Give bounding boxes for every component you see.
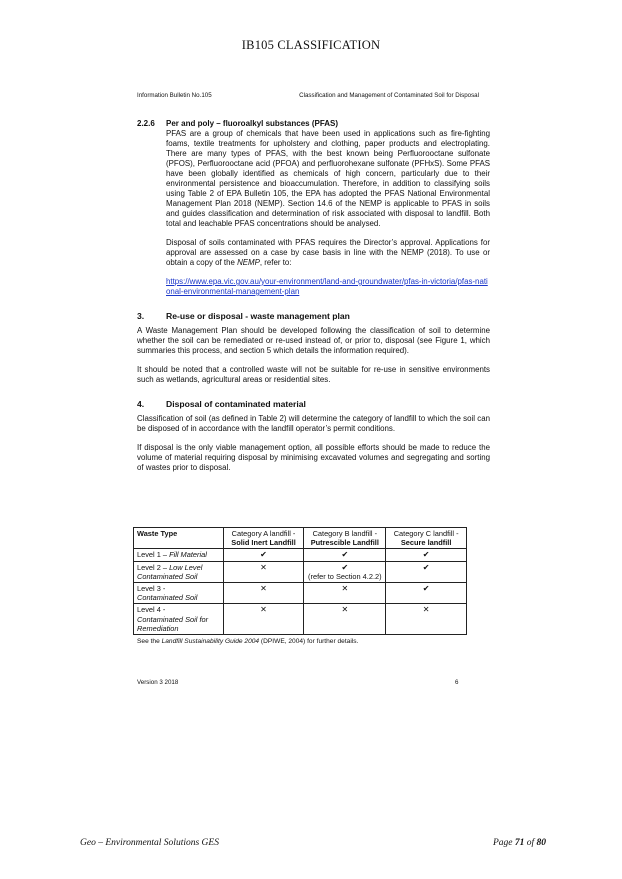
pfas-paragraph-2 — [166, 238, 490, 268]
text-run: Disposal of soils contaminated with PFAS requires the Director’s approval. Applications for approval are assessed on a case by case basis in line with the NEMP (2018). To use or obtain a copy of the — [166, 238, 490, 267]
level-desc: Contaminated Soil for Remediation — [137, 614, 209, 633]
header-category-c — [386, 528, 467, 549]
page-indicator — [493, 838, 546, 848]
header-line-bold: Putrescible Landfill — [310, 538, 379, 548]
pfas-paragraph-1: PFAS are a group of chemicals that have been used in applications such as fire-fighting foams, textile treatments for upholstery and clothing, paper products and electroplating. There are many types of PFAS, with the best known being Perfluorooctane sulfonate (PFOS), Perfluorooctane acid (PFOA) and perfluorohexane sulfonate (PFHxS). Some PFAS have been globally identified as chemicals of high concern, particularly due to their environmental persistence and bioaccumulation. Therefore, in addition to classifying soils using Table 2 of EPA Bulletin 105, the EPA has adopted the PFAS National Environmental Management Plan 2018 (NEMP). Section 14.6 of the NEMP is applicable to PFAS in soils and guides classification and determination of risk associated with disposal to landfill. Both total and leachable PFAS concentrations should be analysed. — [166, 129, 490, 228]
running-footer-page-number: 6 — [455, 679, 459, 686]
waste-type-cell — [134, 561, 224, 582]
header-line: Category C landfill - — [393, 529, 459, 538]
level-label: Level 3 - — [137, 584, 166, 594]
header-line: Category B landfill - — [312, 529, 378, 538]
check-icon: ✔ — [223, 549, 304, 561]
section-3-heading — [137, 311, 490, 321]
check-icon: ✔ — [386, 561, 467, 582]
disposal-paragraph-2: If disposal is the only viable management option, all possible efforts should be made to reduce the volume of material requiring disposal by minimising excavated volumes and segregating and sorting of wastes prior to disposal. — [137, 443, 490, 472]
section-title: Per and poly – fluoroalkyl substances (PFAS) — [166, 119, 339, 128]
text-run: (DPIWE, 2004) for further details. — [259, 638, 359, 645]
running-header-right: Classification and Management of Contaminated Soil for Disposal — [299, 92, 479, 99]
level-desc: Fill Material — [169, 550, 207, 560]
page-current: 71 — [514, 838, 525, 848]
page-of: of — [526, 838, 535, 848]
level-label: Level 1 – — [137, 550, 170, 560]
waste-plan-paragraph-1: A Waste Management Plan should be developed following the classification of soil to determine whether the soil can be remediated or re-used instead of, or prior to, disposal (see Figure 1, which summaries this process, and section 5 which details the information required). — [137, 326, 490, 355]
header-waste-type: Waste Type — [134, 528, 224, 549]
cross-icon: ✕ — [223, 561, 304, 582]
landfill-category-table — [133, 527, 467, 635]
header-line: Category A landfill - — [231, 529, 296, 538]
cross-icon: ✕ — [223, 583, 304, 604]
cross-icon: ✕ — [223, 604, 304, 635]
cross-icon: ✕ — [304, 604, 386, 635]
waste-plan-paragraph-2: It should be noted that a controlled waste will not be suitable for re-use in sensitive environments such as wetlands, agricultural areas or residential sites. — [137, 365, 490, 384]
section-2-2-6-heading — [137, 119, 490, 129]
page-total: 80 — [536, 838, 546, 848]
section-number: 4. — [137, 399, 145, 409]
text-run: See the — [137, 638, 162, 645]
section-number: 2.2.6 — [137, 119, 155, 128]
waste-type-cell — [134, 549, 224, 561]
check-icon: ✔ — [386, 583, 467, 604]
running-header-left: Information Bulletin No.105 — [137, 92, 212, 99]
section-number: 3. — [137, 311, 145, 321]
check-icon: ✔ — [304, 549, 386, 561]
level-label: Level 4 - — [137, 605, 166, 615]
waste-type-cell — [134, 583, 224, 604]
cross-icon: ✕ — [386, 604, 467, 635]
section-reference-note: (refer to Section 4.2.2) — [308, 571, 382, 581]
running-footer-version: Version 3 2018 — [137, 679, 179, 686]
table-header-row — [134, 528, 467, 549]
table-row — [134, 549, 467, 561]
header-category-a — [223, 528, 304, 549]
page-content — [137, 119, 490, 473]
waste-type-cell — [134, 604, 224, 635]
company-footer: Geo – Environmental Solutions GES — [80, 838, 219, 848]
category-b-cell — [304, 561, 386, 582]
text-run-italic: NEMP — [237, 258, 260, 267]
section-title: Disposal of contaminated material — [166, 399, 306, 409]
section-2-2-6-body — [166, 129, 490, 297]
table-row — [134, 561, 467, 582]
document-title: IB105 CLASSIFICATION — [241, 38, 381, 52]
page-label: Page — [492, 838, 513, 848]
level-label: Level 2 – — [137, 562, 170, 572]
text-run: , refer to: — [259, 258, 292, 267]
check-icon: ✔ — [341, 562, 349, 572]
section-4-heading — [137, 399, 490, 409]
text-run-italic: Landfill Sustainability Guide 2004 — [161, 638, 260, 645]
disposal-paragraph-1: Classification of soil (as defined in Table 2) will determine the category of landfill to which the soil can be disposed of in accordance with the landfill operator’s permit conditions. — [137, 414, 490, 433]
level-desc: Low Level Contaminated Soil — [137, 562, 203, 581]
header-line-bold: Secure landfill — [400, 538, 452, 548]
table-row — [134, 583, 467, 604]
check-icon: ✔ — [386, 549, 467, 561]
nemp-link[interactable]: https://www.epa.vic.gov.au/your-environment/land-and-groundwater/pfas-in-victoria/pfas-national-environmental-management-plan — [166, 277, 488, 296]
header-category-b — [304, 528, 386, 549]
header-line-bold: Solid Inert Landfill — [231, 538, 296, 548]
cross-icon: ✕ — [304, 583, 386, 604]
section-title: Re-use or disposal - waste management plan — [166, 311, 350, 321]
table-row — [134, 604, 467, 635]
level-desc: Contaminated Soil — [137, 593, 198, 603]
table-footnote — [137, 638, 358, 645]
